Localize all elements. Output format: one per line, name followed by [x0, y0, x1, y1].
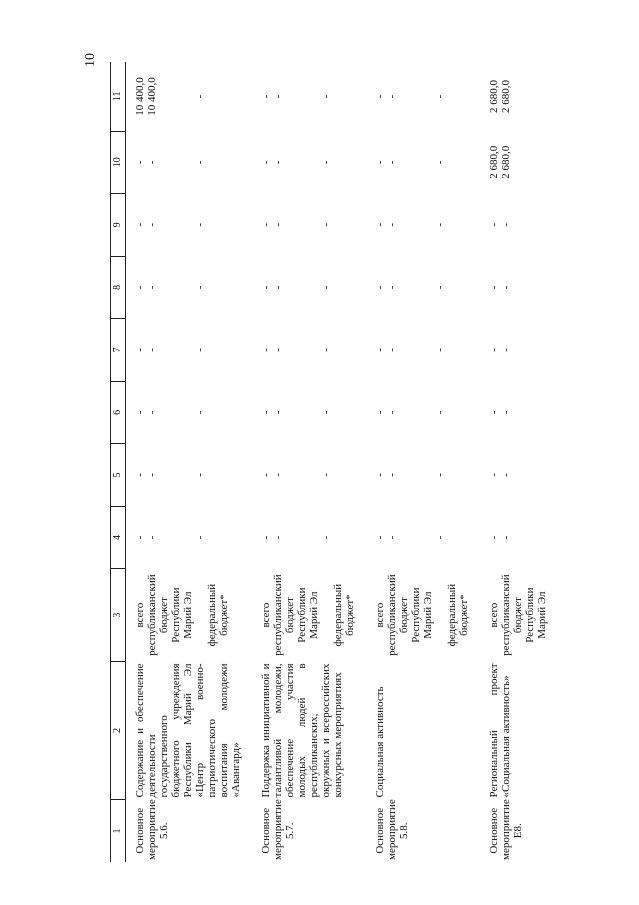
value: -: [260, 473, 272, 477]
value: -: [386, 160, 398, 165]
value: -: [194, 473, 206, 477]
funding-sources: [366, 569, 480, 662]
value: -: [146, 348, 158, 352]
column-header-8: 8: [111, 256, 126, 319]
table-row: [126, 62, 253, 862]
value: -: [272, 160, 284, 165]
value-cell-col-11: [480, 62, 570, 131]
value: -: [374, 473, 386, 477]
value-cell-col-4: [366, 506, 480, 569]
value: -: [500, 223, 512, 227]
table-body: [126, 62, 571, 862]
event-number: Основное мероприятие 5.7.: [260, 799, 296, 860]
value: -: [500, 473, 512, 477]
value: -: [134, 285, 146, 290]
value: -: [374, 223, 386, 227]
column-header-3: 3: [111, 569, 126, 662]
value: -: [386, 285, 398, 290]
value-cell-col-5: [480, 444, 570, 507]
value: 2 680,0: [500, 80, 512, 114]
value-cell-col-7: [252, 319, 366, 382]
value-cell-col-11: [126, 62, 253, 131]
value: 10 400,0: [146, 77, 158, 116]
value-cell-col-6: [252, 381, 366, 444]
value: -: [434, 348, 446, 352]
value: -: [146, 223, 158, 227]
value: -: [194, 94, 206, 99]
event-number: Основное мероприятие 5.6.: [134, 799, 170, 860]
value-cell-col-4: [480, 506, 570, 569]
funding-source: республиканский бюджет Республики Марий Эл: [500, 574, 548, 656]
funding-source: федеральный бюджет*: [206, 583, 230, 647]
value: -: [260, 348, 272, 352]
value: -: [134, 348, 146, 352]
value: -: [386, 535, 398, 540]
value: -: [146, 160, 158, 165]
value: -: [320, 285, 332, 290]
value: -: [194, 160, 206, 165]
value: -: [134, 223, 146, 227]
value-cell-col-6: [480, 381, 570, 444]
event-title: Социальная активность: [374, 686, 386, 798]
funding-sources: [126, 569, 253, 662]
funding-source: всего: [260, 602, 272, 628]
column-header-1: 1: [111, 799, 126, 862]
value: -: [260, 94, 272, 99]
value-cell-col-9: [366, 194, 480, 257]
funding-source: республиканский бюджет Республики Марий Эл: [146, 574, 194, 656]
value: -: [434, 160, 446, 165]
value-cell-col-7: [480, 319, 570, 382]
value-cell-col-10: [480, 131, 570, 194]
value: 2 680,0: [488, 80, 500, 114]
value: -: [134, 535, 146, 540]
value: -: [488, 348, 500, 352]
funding-source: всего: [488, 602, 500, 628]
table-row: [252, 62, 366, 862]
rotated-table-container: [110, 62, 588, 862]
value: -: [320, 94, 332, 99]
funding-source: федеральный бюджет*: [446, 583, 470, 647]
column-header-11: 11: [111, 62, 126, 131]
value: -: [146, 535, 158, 540]
value: -: [434, 223, 446, 227]
column-header-9: 9: [111, 194, 126, 257]
value-cell-col-11: [366, 62, 480, 131]
value: -: [272, 285, 284, 290]
value-cell-col-8: [252, 256, 366, 319]
value-cell-col-7: [126, 319, 253, 382]
value: -: [320, 535, 332, 540]
value: -: [194, 223, 206, 227]
event-number: Основное мероприятие Е8.: [488, 799, 524, 860]
value-cell-col-9: [126, 194, 253, 257]
event-title: Содержание и обеспечение деятельности государственного бюджетного учреждения Республики Марий Эл «Центр военно-патриотического воспитания молодежи «Авангард»: [134, 663, 242, 798]
value: -: [386, 94, 398, 99]
value-cell-col-10: [252, 131, 366, 194]
column-header-2: 2: [111, 661, 126, 799]
event-title: Региональный проект «Социальная активность»: [488, 663, 512, 798]
value: -: [320, 473, 332, 477]
funding-source: всего: [374, 602, 386, 628]
value: -: [386, 348, 398, 352]
column-header-10: 10: [111, 131, 126, 194]
value-cell-col-5: [366, 444, 480, 507]
value: -: [146, 473, 158, 477]
value: -: [488, 285, 500, 290]
value: -: [260, 535, 272, 540]
value: -: [146, 285, 158, 290]
value-cell-col-7: [366, 319, 480, 382]
value: -: [194, 410, 206, 415]
column-header-5: 5: [111, 444, 126, 507]
value-cell-col-6: [366, 381, 480, 444]
value: -: [272, 473, 284, 477]
value-cell-col-11: [252, 62, 366, 131]
value: -: [272, 410, 284, 415]
value: -: [272, 348, 284, 352]
value-cell-col-9: [480, 194, 570, 257]
value: -: [386, 223, 398, 227]
value: -: [374, 160, 386, 165]
event-title: Поддержка инициативной и талантливой молодежи, обеспечение участия молодых людей в республиканских, окружных и всероссийских конкурсных мероприятиях: [260, 663, 344, 798]
value: -: [500, 535, 512, 540]
value: -: [434, 473, 446, 477]
value: -: [272, 94, 284, 99]
value: -: [260, 160, 272, 165]
header-row: [111, 62, 126, 862]
value: -: [434, 410, 446, 415]
value-cell-col-8: [366, 256, 480, 319]
value: -: [320, 348, 332, 352]
funding-source: республиканский бюджет Республики Марий Эл: [272, 574, 320, 656]
value: 10 400,0: [134, 77, 146, 116]
funding-source: всего: [134, 602, 146, 628]
event-number: Основное мероприятие 5.8.: [374, 799, 410, 860]
value: -: [374, 410, 386, 415]
value: -: [146, 410, 158, 415]
value: -: [434, 285, 446, 290]
value-cell-col-5: [126, 444, 253, 507]
value: -: [260, 223, 272, 227]
value-cell-col-9: [252, 194, 366, 257]
budget-table: [110, 62, 570, 862]
value-cell-col-8: [480, 256, 570, 319]
value: -: [488, 410, 500, 415]
value: -: [434, 535, 446, 540]
value: -: [488, 473, 500, 477]
value: -: [272, 535, 284, 540]
value: -: [320, 160, 332, 165]
value: 2 680,0: [488, 145, 500, 179]
value-cell-col-6: [126, 381, 253, 444]
value: -: [194, 348, 206, 352]
value: -: [374, 535, 386, 540]
value-cell-col-5: [252, 444, 366, 507]
value: -: [320, 223, 332, 227]
value: 2 680,0: [500, 145, 512, 179]
value: -: [374, 94, 386, 99]
funding-sources: [480, 569, 570, 662]
value: -: [500, 285, 512, 290]
value: -: [386, 410, 398, 415]
value-cell-col-4: [252, 506, 366, 569]
table-row: [480, 62, 570, 862]
value-cell-col-10: [366, 131, 480, 194]
page-number: 10: [83, 53, 98, 67]
value: -: [272, 223, 284, 227]
column-header-4: 4: [111, 506, 126, 569]
funding-sources: [252, 569, 366, 662]
value: -: [194, 285, 206, 290]
table-row: [366, 62, 480, 862]
value: -: [386, 473, 398, 477]
value: -: [488, 535, 500, 540]
value: -: [500, 410, 512, 415]
column-header-7: 7: [111, 319, 126, 382]
value: -: [134, 160, 146, 165]
value: -: [500, 348, 512, 352]
value: -: [260, 285, 272, 290]
value: -: [320, 410, 332, 415]
funding-source: республиканский бюджет Республики Марий Эл: [386, 574, 434, 656]
value: -: [488, 223, 500, 227]
value-cell-col-4: [126, 506, 253, 569]
funding-source: федеральный бюджет*: [332, 583, 356, 647]
value: -: [134, 473, 146, 477]
value-cell-col-8: [126, 256, 253, 319]
value: -: [194, 535, 206, 540]
value: -: [374, 348, 386, 352]
value: -: [260, 410, 272, 415]
value-cell-col-10: [126, 131, 253, 194]
value: -: [434, 94, 446, 99]
value: -: [134, 410, 146, 415]
value: -: [374, 285, 386, 290]
column-header-6: 6: [111, 381, 126, 444]
